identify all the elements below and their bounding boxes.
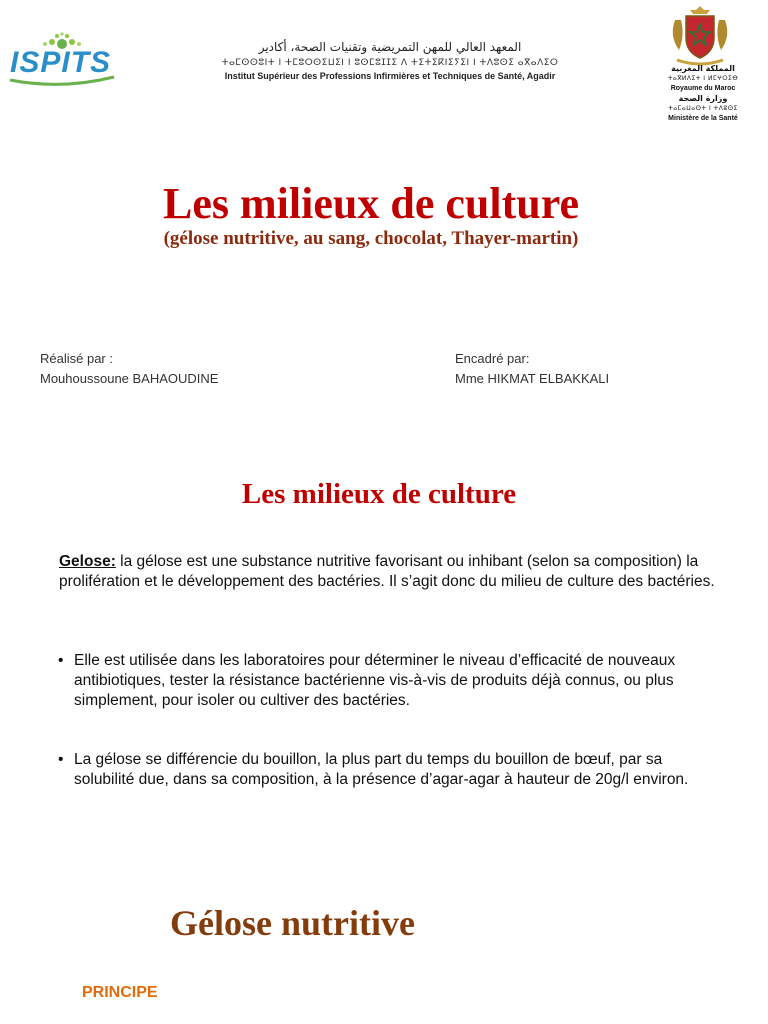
principe-heading: PRINCIPE bbox=[82, 984, 158, 1001]
logo-swoosh-icon bbox=[8, 74, 116, 88]
kingdom-french: Royaume du Maroc bbox=[670, 85, 736, 92]
supervised-by-label: Encadré par: bbox=[455, 351, 530, 366]
cover-subtitle: (gélose nutritive, au sang, chocolat, Thayer-martin) bbox=[163, 228, 579, 249]
made-by-name: Mouhoussoune BAHAOUDINE bbox=[40, 371, 219, 386]
kingdom-arabic: المملكة المغربية bbox=[671, 64, 735, 73]
bullet-text: La gélose se différencie du bouillon, la plus part du temps du bouillon de bœuf, par sa solubilité due, dans sa composition, à la présence d’agar-agar à hauteur de 20g/l environ. bbox=[74, 751, 689, 788]
institute-name-french: Institut Supérieur des Professions Infirmières et Techniques de Santé, Agadir bbox=[224, 71, 556, 81]
institute-name bbox=[190, 40, 590, 83]
supervised-by-block bbox=[455, 349, 609, 389]
list-item bbox=[58, 750, 718, 790]
institute-name-tifinagh: ⵜⴰⵎⵙⵙⵓⵏⵜ ⵏ ⵜⵎⵓⵔⵙⵉⵡⵉⵏ ⵏ ⵓⵙⵎⵓⵊⵊⵉ ⴷ ⵜⵉⵜⵉⴽⵏⵉⵢⵉⵏ ⵏ ⵜⴷⵓⵙⵉ ⴰⴳⴰⴷⵉⵔ bbox=[221, 58, 559, 68]
ministry-french: Ministère de la Santé bbox=[668, 115, 738, 122]
gelose-definition bbox=[59, 552, 719, 592]
made-by-label: Réalisé par : bbox=[40, 351, 113, 366]
list-item bbox=[58, 651, 718, 711]
kingdom-tifinagh: ⵜⴰⴳⵍⴷⵉⵜ ⵏ ⵍⵎⵖⵔⵉⴱ bbox=[667, 75, 739, 82]
cover-title: Les milieux de culture bbox=[163, 179, 579, 228]
subsection-title: Gélose nutritive bbox=[170, 903, 415, 943]
ispits-logo bbox=[6, 30, 116, 90]
bullet-icon: • bbox=[58, 751, 64, 768]
ministry-block bbox=[648, 64, 758, 124]
ministry-tifinagh: ⵜⴰⵎⴰⵡⴰⵙⵜ ⵏ ⵜⴷⵓⵙⵉ bbox=[668, 105, 738, 112]
ministry-arabic: وزارة الصحة bbox=[678, 94, 728, 103]
made-by-block bbox=[40, 349, 218, 389]
gelose-term: Gelose: bbox=[59, 553, 116, 570]
bullet-icon: • bbox=[58, 652, 64, 669]
supervised-by-name: Mme HIKMAT ELBAKKALI bbox=[455, 371, 610, 386]
section-title: Les milieux de culture bbox=[241, 478, 517, 510]
bullet-text: Elle est utilisée dans les laboratoires pour déterminer le niveau d’efficacité de nouveaux antibiotiques, tester la résistance bactérienne vis-à-vis de produits déjà connus, ou plus simplement, pour isoler ou cultiver des bactéries. bbox=[74, 652, 676, 709]
logo-wordmark: ISPITS bbox=[10, 46, 112, 79]
gelose-text: la gélose est une substance nutritive favorisant ou inhibant (selon sa composition) la prolifération et le développement des bactéries. Il s’agit donc du milieu de culture des bactéries. bbox=[59, 553, 715, 590]
moroccan-emblem-icon bbox=[667, 4, 733, 66]
institute-name-arabic: المعهد العالي للمهن التمريضية وتقنيات الصحة، أكادير bbox=[258, 40, 522, 54]
